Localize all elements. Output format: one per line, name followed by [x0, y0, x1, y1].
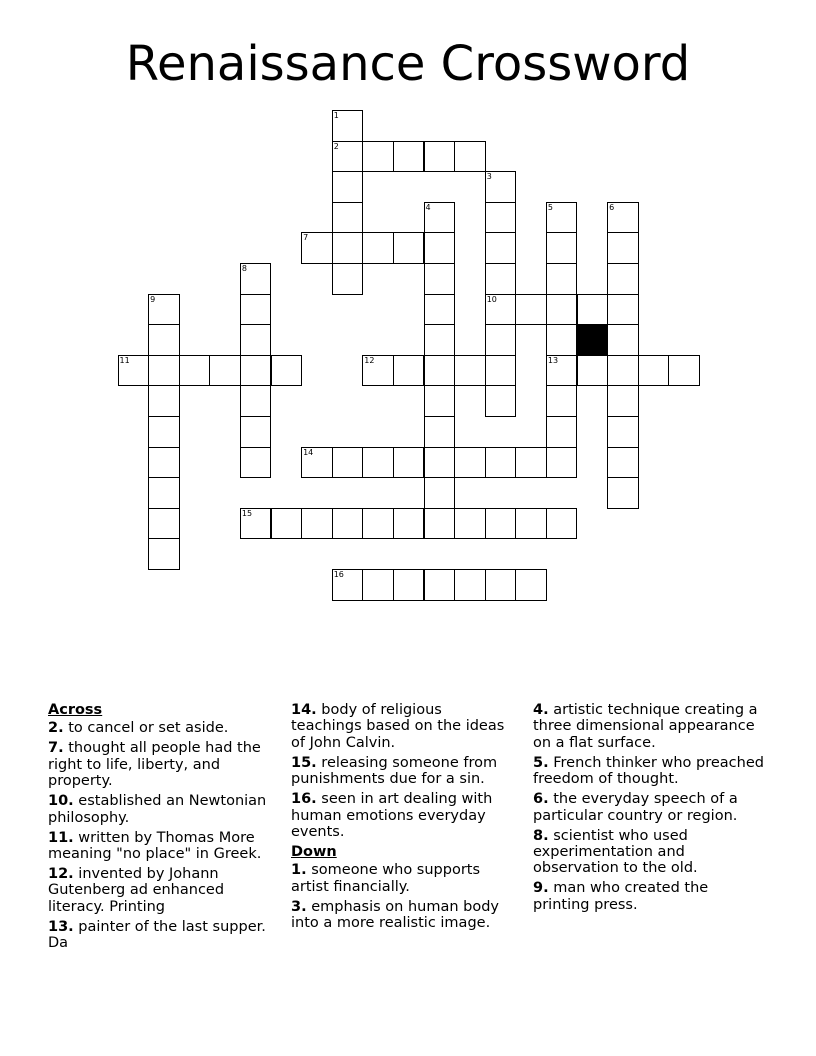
crossword-cell[interactable] — [607, 416, 639, 448]
crossword-cell[interactable] — [607, 355, 639, 387]
crossword-cell[interactable] — [362, 569, 394, 601]
crossword-cell[interactable] — [362, 355, 394, 387]
clue-item — [291, 702, 516, 751]
clue-item-text: established an Newtonian philosophy. — [48, 793, 267, 826]
crossword-cell[interactable] — [546, 202, 578, 234]
clue-item-text: scientist who used experimentation and observation to the old. — [533, 827, 698, 877]
crossword-cell[interactable] — [424, 385, 456, 417]
crossword-cell[interactable] — [424, 294, 456, 326]
crossword-cell[interactable] — [546, 294, 578, 326]
crossword-cell[interactable] — [424, 416, 456, 448]
clue-item-text: someone who supports artist financially. — [291, 862, 481, 895]
crossword-cell[interactable] — [148, 416, 180, 448]
clue-item — [48, 720, 278, 736]
crossword-cell[interactable] — [485, 447, 517, 479]
crossword-cell[interactable] — [148, 538, 180, 570]
clue-item — [48, 830, 278, 863]
crossword-cell[interactable] — [362, 508, 394, 540]
crossword-cell[interactable] — [393, 447, 425, 479]
clue-item-text: French thinker who preached freedom of thought. — [533, 754, 764, 788]
page-title: Renaissance Crossword — [125, 36, 691, 92]
clue-item — [533, 702, 768, 751]
crossword-cell[interactable] — [546, 447, 578, 479]
crossword-cell[interactable] — [240, 263, 272, 295]
clue-item — [291, 862, 516, 895]
clue-item — [533, 755, 768, 788]
crossword-cell[interactable] — [332, 263, 364, 295]
clue-item-text: man who created the printing press. — [533, 880, 709, 913]
clue-number: 13 — [547, 355, 559, 365]
crossword-cell[interactable] — [148, 324, 180, 356]
crossword-cell[interactable] — [546, 385, 578, 417]
clue-section-heading: Across — [48, 702, 103, 718]
crossword-cell[interactable] — [485, 385, 517, 417]
clue-item-number: 13. — [48, 918, 74, 935]
clue-item-text: to cancel or set aside. — [68, 720, 229, 737]
crossword-cell[interactable] — [546, 232, 578, 264]
clue-item-number: 11. — [48, 829, 74, 846]
clue-item-number: 3. — [291, 898, 307, 915]
crossword-cell[interactable] — [301, 232, 333, 264]
clue-number: 2 — [333, 141, 339, 151]
crossword-cell[interactable] — [577, 294, 609, 326]
crossword-cell[interactable] — [240, 416, 272, 448]
crossword-cell[interactable] — [546, 324, 578, 356]
crossword-cell[interactable] — [546, 355, 578, 387]
crossword-cell[interactable] — [332, 171, 364, 203]
clue-item-text: artistic technique creating a three dimensional appearance on a flat surface. — [533, 702, 758, 751]
clue-item-number: 5. — [533, 754, 549, 771]
crossword-cell[interactable] — [332, 447, 364, 479]
crossword-cell[interactable] — [148, 385, 180, 417]
clue-number: 7 — [303, 233, 309, 243]
crossword-cell[interactable] — [362, 141, 394, 173]
clue-item-text: releasing someone from punishments due for a sin. — [291, 754, 498, 788]
clue-item-number: 6. — [533, 791, 549, 808]
clue-number: 14 — [303, 447, 314, 457]
crossword-cell[interactable] — [546, 416, 578, 448]
crossword-cell[interactable] — [485, 508, 517, 540]
crossword-cell[interactable] — [546, 508, 578, 540]
crossword-cell[interactable] — [607, 202, 639, 234]
clue-number: 3 — [486, 172, 492, 182]
crossword-cell[interactable] — [424, 263, 456, 295]
crossword-cell[interactable] — [607, 447, 639, 479]
clue-item-number: 2. — [48, 720, 64, 737]
clue-item — [48, 866, 278, 915]
clue-item-text: emphasis on human body into a more realistic image. — [291, 898, 500, 932]
crossword-cell[interactable] — [454, 508, 486, 540]
crossword-cell[interactable] — [332, 569, 364, 601]
crossword-cell[interactable] — [148, 355, 180, 387]
crossword-cell[interactable] — [485, 263, 517, 295]
clue-number: 4 — [425, 202, 431, 212]
crossword-cell[interactable] — [424, 355, 456, 387]
crossword-cell[interactable] — [209, 355, 241, 387]
crossword-cell[interactable] — [362, 232, 394, 264]
crossword-cell[interactable] — [424, 232, 456, 264]
crossword-cell[interactable] — [393, 569, 425, 601]
crossword-cell[interactable] — [577, 355, 609, 387]
black-square — [577, 324, 609, 356]
crossword-cell[interactable] — [454, 447, 486, 479]
clue-item-number: 14. — [291, 702, 317, 718]
clue-item-text: invented by Johann Gutenberg ad enhanced literacy. Printing — [48, 866, 225, 915]
crossword-cell[interactable] — [485, 202, 517, 234]
clue-item-number: 12. — [48, 866, 74, 883]
crossword-cell[interactable] — [301, 447, 333, 479]
crossword-cell[interactable] — [332, 232, 364, 264]
clue-item — [48, 793, 278, 826]
crossword-cell[interactable] — [515, 508, 547, 540]
crossword-cell[interactable] — [332, 508, 364, 540]
clue-item-number: 10. — [48, 793, 74, 810]
crossword-cell[interactable] — [118, 355, 150, 387]
clue-number: 5 — [547, 202, 553, 212]
crossword-cell[interactable] — [362, 447, 394, 479]
crossword-cell[interactable] — [332, 141, 364, 173]
clue-number: 16 — [333, 570, 344, 579]
crossword-cell[interactable] — [424, 447, 456, 479]
crossword-cell[interactable] — [454, 569, 486, 601]
crossword-cell[interactable] — [638, 355, 670, 387]
crossword-cell[interactable] — [179, 355, 211, 387]
crossword-cell[interactable] — [240, 447, 272, 479]
crossword-cell[interactable] — [424, 569, 456, 601]
crossword-cell[interactable] — [393, 508, 425, 540]
crossword-cell[interactable] — [485, 569, 517, 601]
clue-item-text: thought all people had the right to life, liberty, and property. — [48, 740, 261, 790]
crossword-cell[interactable] — [148, 447, 180, 479]
crossword-cell[interactable] — [607, 324, 639, 356]
crossword-cell[interactable] — [454, 141, 486, 173]
crossword-cell[interactable] — [485, 324, 517, 356]
crossword-cell[interactable] — [240, 355, 272, 387]
clues-column-middle — [291, 702, 516, 935]
clue-item-number: 7. — [48, 740, 64, 757]
clues-column-across — [48, 702, 278, 955]
crossword-cell[interactable] — [240, 294, 272, 326]
crossword-cell[interactable] — [424, 141, 456, 173]
crossword-cell[interactable] — [668, 355, 700, 387]
clue-item-number: 15. — [291, 754, 317, 771]
crossword-cell[interactable] — [393, 355, 425, 387]
crossword-cell[interactable] — [485, 232, 517, 264]
clue-item — [291, 755, 516, 788]
crossword-cell[interactable] — [515, 569, 547, 601]
clue-item — [291, 791, 516, 840]
crossword-cell[interactable] — [240, 508, 272, 540]
crossword-cell[interactable] — [546, 263, 578, 295]
clue-item-text: the everyday speech of a particular country or region. — [533, 791, 738, 824]
crossword-cell[interactable] — [607, 294, 639, 326]
crossword-cell[interactable] — [424, 508, 456, 540]
crossword-cell[interactable] — [515, 447, 547, 479]
clue-item-number: 1. — [291, 862, 307, 879]
crossword-cell[interactable] — [271, 508, 303, 540]
crossword-cell[interactable] — [424, 477, 456, 509]
crossword-cell[interactable] — [332, 202, 364, 234]
crossword-cell[interactable] — [240, 324, 272, 356]
clue-item-text: written by Thomas More meaning "no place" in Greek. — [48, 829, 262, 863]
clue-item-number: 9. — [533, 880, 549, 897]
crossword-cell[interactable] — [515, 294, 547, 326]
clue-item-number: 4. — [533, 702, 549, 718]
clue-number: 8 — [241, 264, 247, 273]
crossword-cell[interactable] — [485, 171, 517, 203]
clue-item — [48, 919, 278, 952]
clue-item-number: 16. — [291, 791, 317, 808]
clue-number: 9 — [150, 294, 156, 304]
crossword-cell[interactable] — [485, 355, 517, 387]
crossword-cell[interactable] — [424, 324, 456, 356]
crossword-cell[interactable] — [607, 477, 639, 509]
crossword-cell[interactable] — [393, 141, 425, 173]
clue-number: 11 — [119, 355, 130, 365]
clue-item-number: 8. — [533, 827, 549, 844]
clue-number: 10 — [486, 294, 497, 304]
crossword-cell[interactable] — [607, 263, 639, 295]
clues-column-right — [533, 702, 768, 917]
clue-section-heading: Down — [291, 844, 337, 861]
crossword-cell[interactable] — [301, 508, 333, 540]
clue-number: 6 — [609, 202, 615, 212]
clue-number: 1 — [333, 111, 339, 120]
crossword-cell[interactable] — [240, 385, 272, 417]
crossword-cell[interactable] — [148, 294, 180, 326]
crossword-cell[interactable] — [607, 232, 639, 264]
crossword-cell[interactable] — [271, 355, 303, 387]
clue-item — [48, 740, 278, 789]
clue-item — [533, 828, 768, 877]
crossword-cell[interactable] — [454, 355, 486, 387]
clue-item — [291, 899, 516, 932]
clue-item — [533, 880, 768, 913]
clue-item-text: seen in art dealing with human emotions everyday events. — [291, 791, 493, 841]
crossword-cell[interactable] — [485, 294, 517, 326]
crossword-cell[interactable] — [332, 110, 364, 142]
crossword-cell[interactable] — [607, 385, 639, 417]
crossword-cell[interactable] — [424, 202, 456, 234]
crossword-cell[interactable] — [148, 477, 180, 509]
crossword-cell[interactable] — [393, 232, 425, 264]
crossword-cell[interactable] — [148, 508, 180, 540]
clue-item-text: painter of the last supper. Da — [48, 918, 266, 952]
clue-item-text: body of religious teachings based on the ideas of John Calvin. — [291, 702, 505, 751]
clue-item — [533, 791, 768, 824]
clue-number: 15 — [241, 508, 253, 518]
clue-number: 12 — [364, 355, 375, 365]
